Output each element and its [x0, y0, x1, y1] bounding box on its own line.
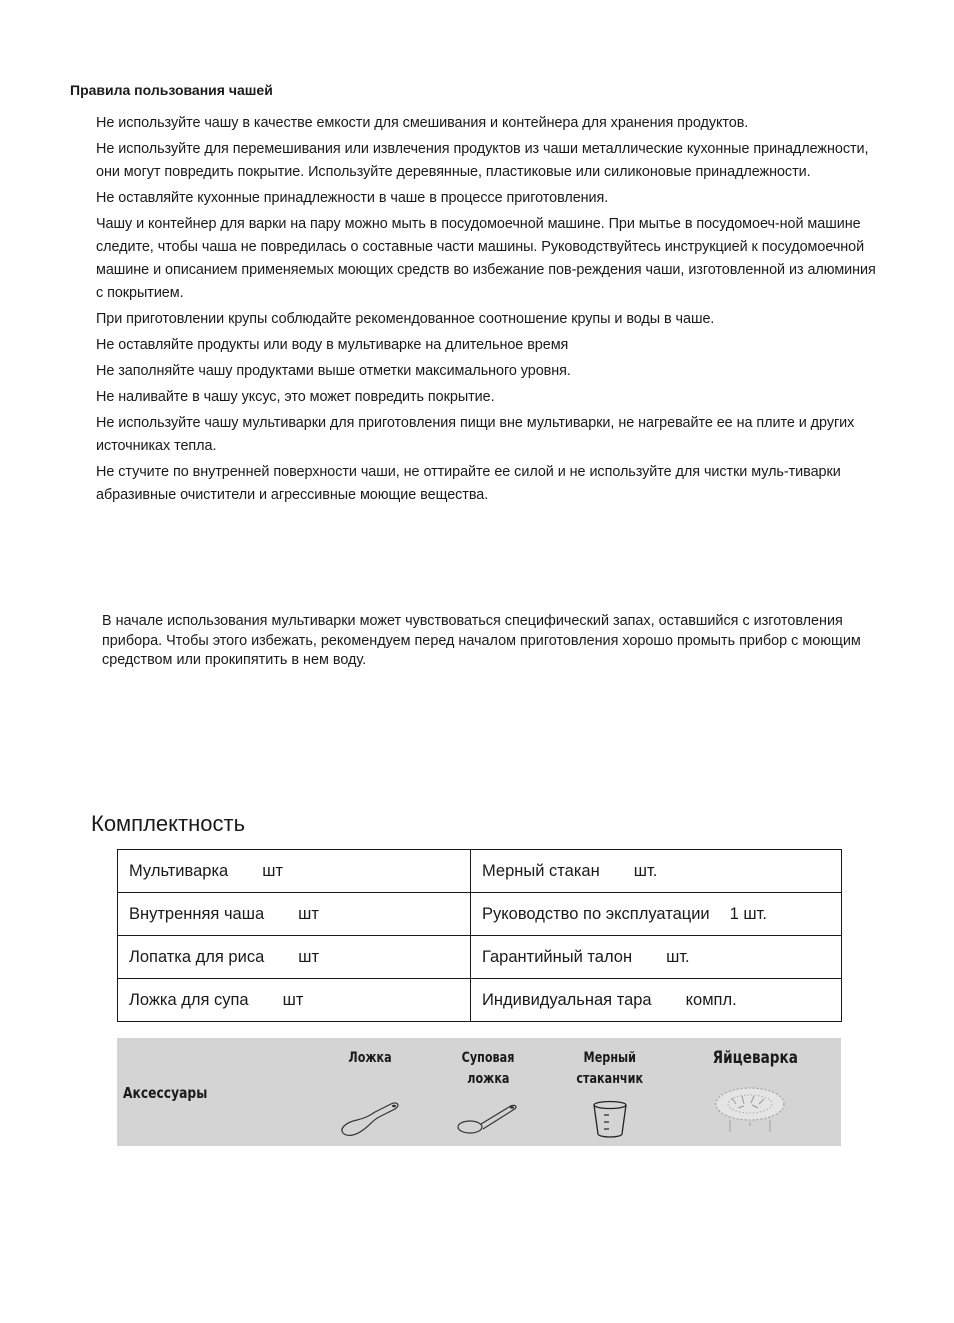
item-qty: шт. [633, 861, 658, 880]
accessory-title: стаканчик [576, 1071, 644, 1087]
kit-title: Комплектность [91, 811, 246, 836]
table-row [118, 893, 842, 936]
rule-item: Не оставляйте кухонные принадлежности в чаше в процессе приготовления. [96, 190, 609, 206]
item-qty: шт [298, 947, 320, 966]
item-qty: шт [298, 904, 319, 923]
spoon-icon [339, 1100, 401, 1138]
item-name: Индивидуальная тара [482, 990, 652, 1009]
item-qty: шт [262, 861, 284, 880]
item-name: Гарантийный талон [482, 947, 633, 966]
item-qty: шт. [666, 947, 690, 966]
rule-item: Не наливайте в чашу уксус, это может повредить покрытие. [96, 389, 495, 405]
kit-cell [471, 979, 842, 1022]
kit-cell [471, 936, 842, 979]
rule-item: Не используйте чашу в качестве емкости для смешивания и контейнера для хранения продуктов. [96, 115, 749, 131]
measuring-cup-icon [592, 1100, 628, 1140]
rule-item: Не стучите по внутренней поверхности чаши, не оттирайте ее силой и не используйте для чистки муль-тиварки абразивные очистители и агрессивные моющие вещества. [96, 464, 841, 503]
first-use-note: В начале использования мультиварки может чувствоваться специфический запах, оставшийся с изготовления прибора. Чтобы этого избежать, рекомендуем перед началом приготовления хорошо промыть прибор с моющим средством или прокипятить в нем воду. [102, 613, 861, 668]
table-row [118, 936, 842, 979]
kit-cell [471, 893, 842, 936]
table-row [118, 979, 842, 1022]
accessory-title: Ложка [348, 1050, 392, 1066]
rules-list [96, 112, 886, 510]
egg-steamer-icon [712, 1084, 788, 1138]
accessory-title: ложка [466, 1071, 510, 1087]
rule-item: Не используйте для перемешивания или извлечения продуктов из чаши металлические кухонные принадлежности, они могут повредить покрытие. Используйте деревянные, пластиковые или силиконовые принадлежности. [96, 141, 869, 180]
rule-item: Не оставляйте продукты или воду в мультиварке на длительное время [96, 337, 569, 353]
soup-ladle-icon [457, 1102, 519, 1138]
accessories-band [117, 1038, 841, 1146]
rule-item: Не заполняйте чашу продуктами выше отметки максимального уровня. [96, 363, 571, 379]
kit-table [117, 849, 842, 1022]
kit-cell [118, 893, 471, 936]
rule-item: Чашу и контейнер для варки на пару можно мыть в посудомоечной машине. При мытье в посудомоеч-ной машине следите, чтобы чаша не повредилась о составные части машины. Руководствуйтесь инструкцией к посудомоечной машине и описанием применяемых моющих средств во избежание пов-реждения чаши, изготовленной из алюминия с покрытием. [96, 216, 876, 301]
item-qty: 1 шт. [729, 904, 767, 923]
item-name: Лопатка для риса [129, 947, 265, 966]
rule-item: Не используйте чашу мультиварки для приготовления пищи вне мультиварки, не нагревайте ее на плите и других источниках тепла. [96, 415, 855, 454]
item-qty: компл. [685, 990, 737, 1009]
kit-cell [118, 936, 471, 979]
kit-cell [118, 850, 471, 893]
accessory-title: Суповая [461, 1050, 515, 1066]
accessory-soup-ladle [443, 1048, 533, 1090]
item-name: Мультиварка [129, 861, 229, 880]
table-row [118, 850, 842, 893]
accessory-title: Яйцеварка [712, 1048, 798, 1068]
item-name: Мерный стакан [482, 861, 600, 880]
accessory-spoon [330, 1048, 410, 1069]
accessory-measuring-cup [564, 1048, 656, 1090]
item-name: Руководство по эксплуатации [482, 904, 710, 923]
accessory-egg-steamer [700, 1048, 810, 1069]
accessory-title: Мерный [583, 1050, 637, 1066]
section-title: Правила пользования чашей [70, 82, 273, 98]
item-qty: шт [282, 990, 304, 1009]
item-name: Внутренняя чаша [129, 904, 265, 923]
kit-cell [471, 850, 842, 893]
rule-item: При приготовлении крупы соблюдайте рекомендованное соотношение крупы и воды в чаше. [96, 311, 715, 327]
item-name: Ложка для супа [129, 990, 249, 1009]
kit-cell [118, 979, 471, 1022]
accessories-label: Аксессуары [123, 1084, 208, 1102]
